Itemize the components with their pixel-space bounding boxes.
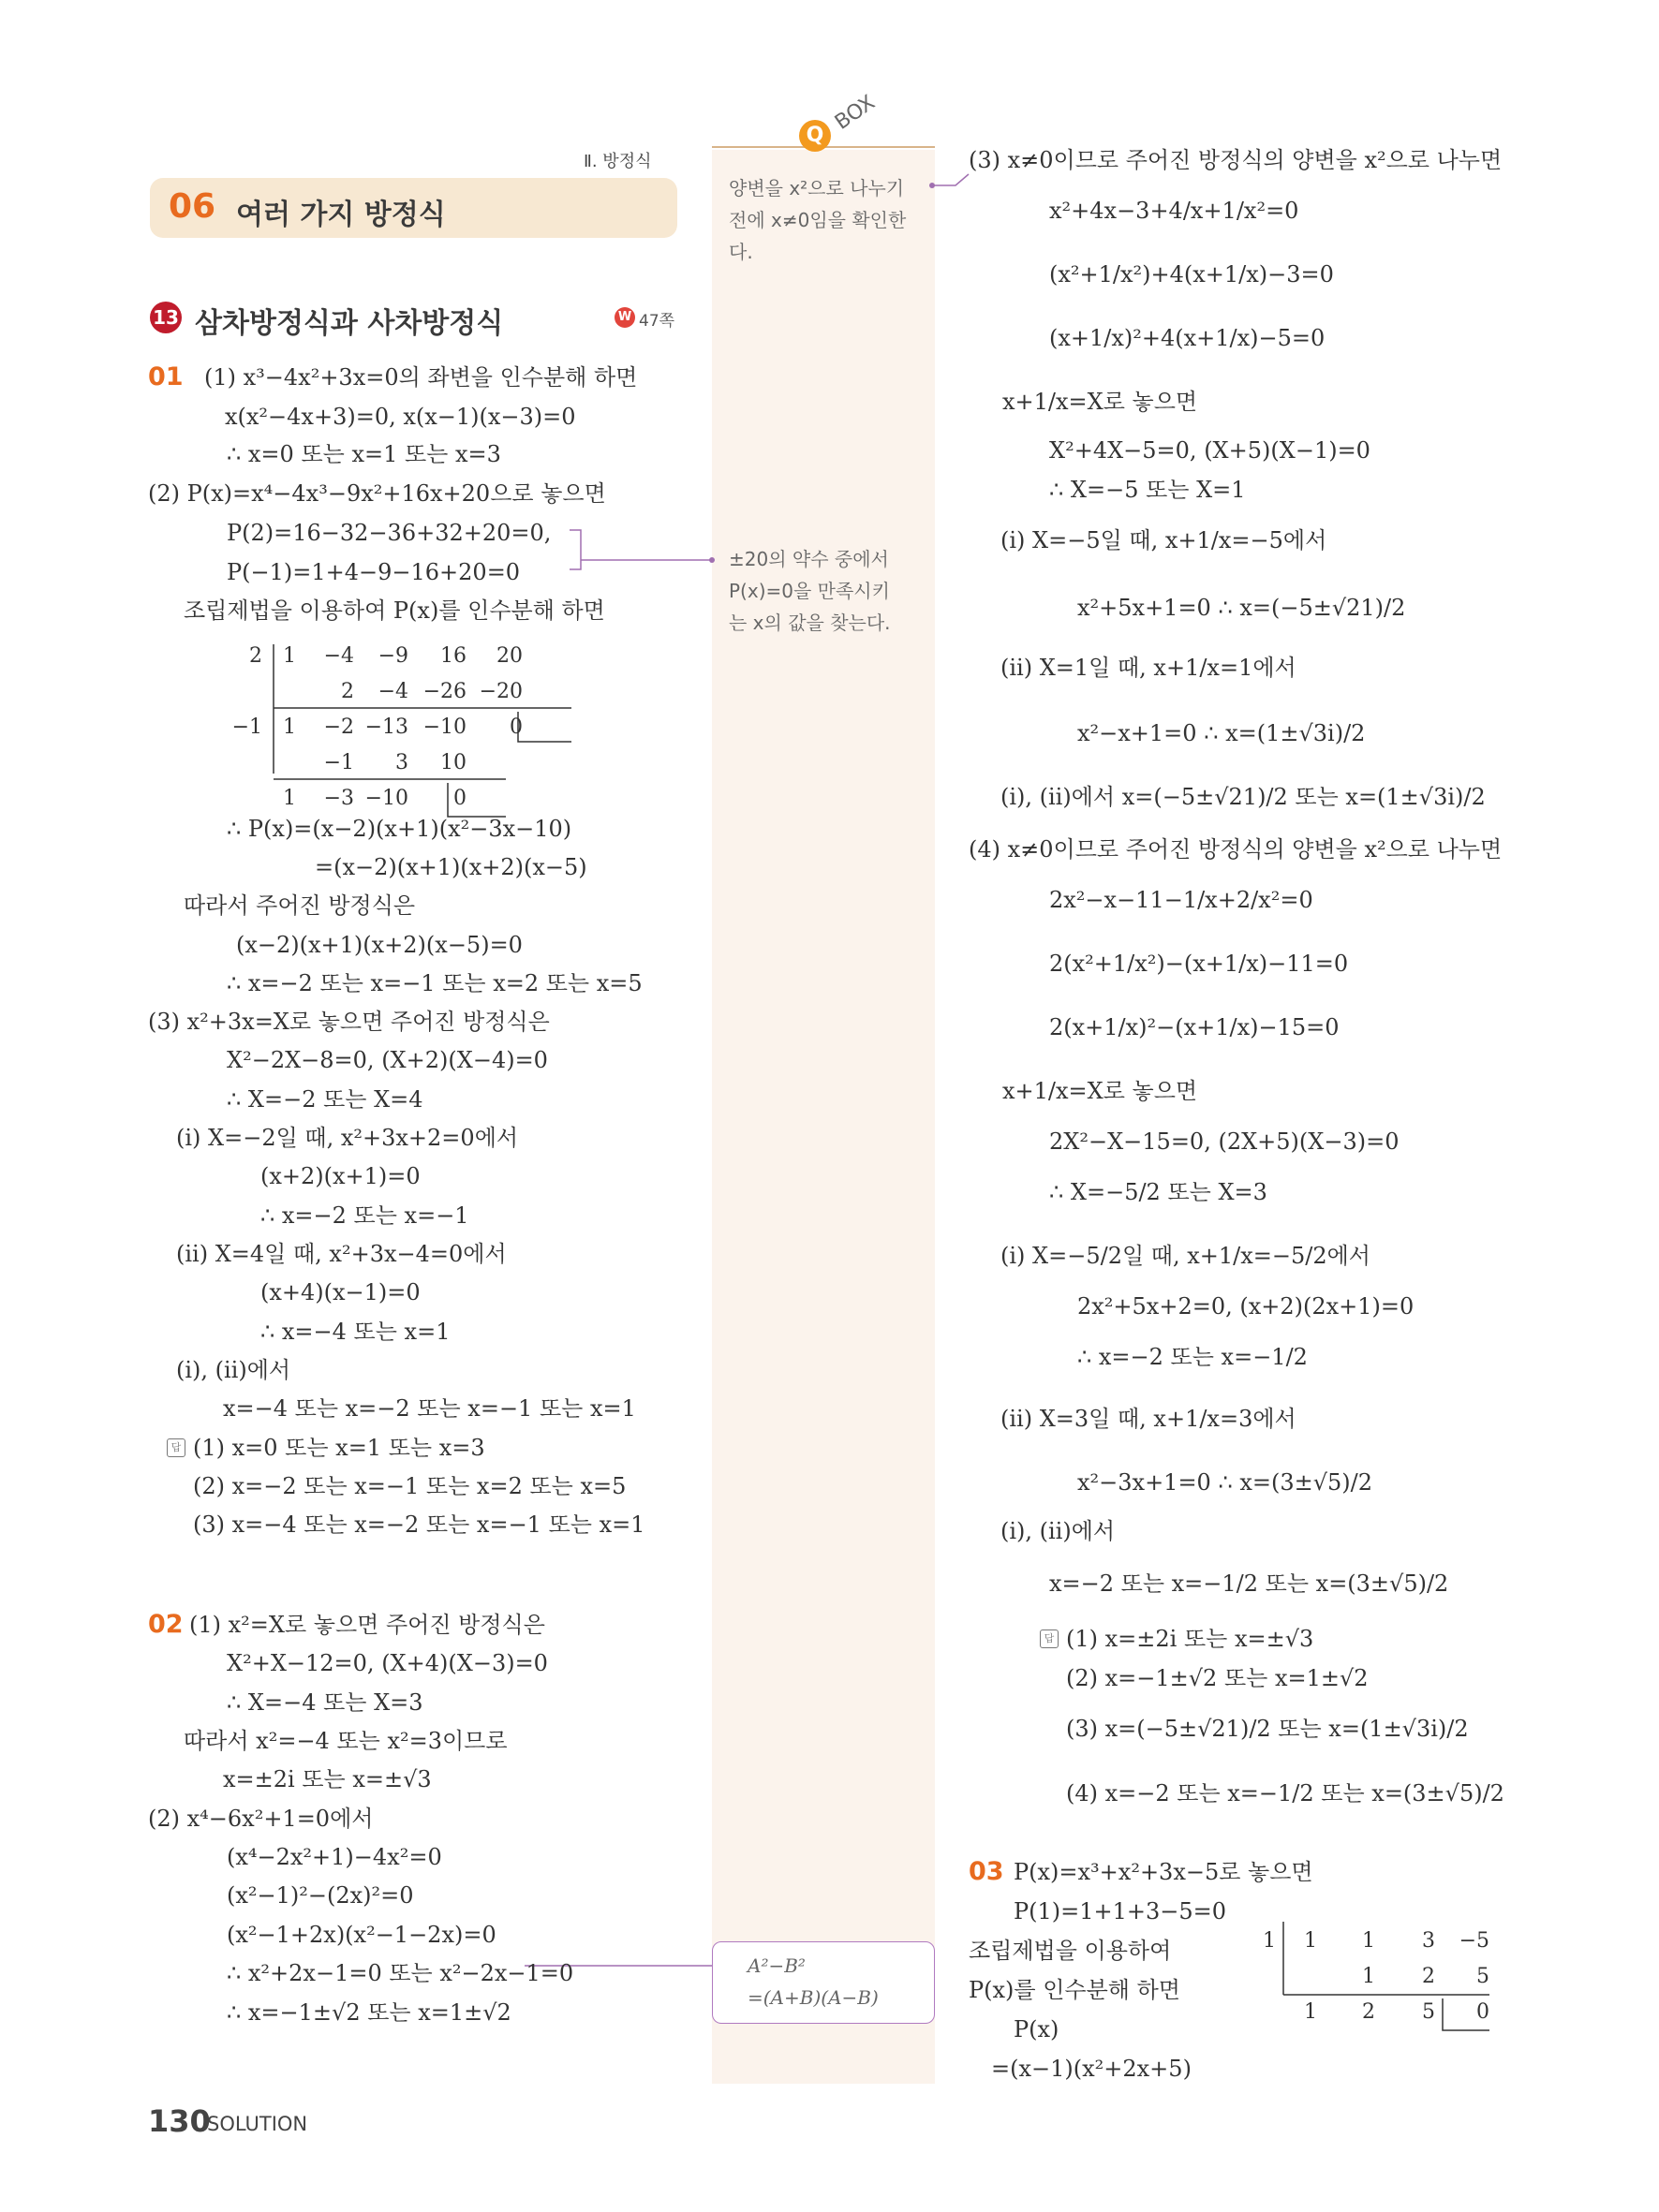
synthetic-divisor: 2 <box>249 644 262 668</box>
synthetic-cell: −13 <box>364 715 408 739</box>
solution-line: 조립제법을 이용하여 P(x)를 인수분해 하면 <box>184 597 605 624</box>
page-reference: 47쪽 <box>639 312 675 331</box>
synthetic-cell: 1 <box>1304 2000 1317 2024</box>
synthetic-cell: −20 <box>479 680 523 703</box>
qbox-note-line: P(x)=0을 만족시키 <box>729 580 890 602</box>
solution-line: ∴ P(x)=(x−2)(x+1)(x²−3x−10) <box>227 816 572 842</box>
solution-line: (4) x=−2 또는 x=−1/2 또는 x=(3±√5)/2 <box>1066 1780 1504 1806</box>
problem-number: 03 <box>969 1857 1004 1886</box>
synthetic-divisor: −1 <box>231 715 262 739</box>
synthetic-cell: 5 <box>1476 1965 1489 1988</box>
solution-line: ∴ X=−4 또는 X=3 <box>227 1689 423 1716</box>
solution-line: X²+X−12=0, (X+4)(X−3)=0 <box>227 1650 548 1676</box>
solution-line: (x+2)(x+1)=0 <box>260 1163 421 1189</box>
solution-line: X²−2X−8=0, (X+2)(X−4)=0 <box>227 1047 548 1073</box>
page-number: 130 <box>148 2103 211 2139</box>
solution-line: (2) x=−2 또는 x=−1 또는 x=2 또는 x=5 <box>193 1473 627 1499</box>
solution-line: =(x−2)(x+1)(x+2)(x−5) <box>315 854 587 880</box>
solution-line: (ⅱ) X=1일 때, x+1/x=1에서 <box>1000 655 1296 681</box>
solution-line: P(2)=16−32−36+32+20=0, <box>227 520 552 546</box>
synthetic-cell: 0 <box>1476 2000 1489 2024</box>
solution-line: (2) P(x)=x⁴−4x³−9x²+16x+20으로 놓으면 <box>148 480 606 507</box>
solution-line: (ⅰ) X=−2일 때, x²+3x+2=0에서 <box>176 1125 519 1151</box>
synthetic-cell: 5 <box>1422 2000 1435 2024</box>
solution-line: x+1/x=X로 놓으면 <box>1002 1078 1198 1104</box>
solution-line: P(x)=x³+x²+3x−5로 놓으면 <box>1014 1859 1313 1885</box>
solution-line: ∴ X=−5 또는 X=1 <box>1049 477 1246 503</box>
solution-line: x=−4 또는 x=−2 또는 x=−1 또는 x=1 <box>223 1395 636 1422</box>
solution-line: 2(x+1/x)²−(x+1/x)−15=0 <box>1049 1014 1340 1040</box>
solution-line: 2(x²+1/x²)−(x+1/x)−11=0 <box>1049 951 1349 977</box>
synthetic-cell: 1 <box>283 644 296 668</box>
solution-line: ∴ X=−2 또는 X=4 <box>227 1086 423 1113</box>
solution-line: x+1/x=X로 놓으면 <box>1002 389 1198 415</box>
solution-line: x²+5x+1=0 ∴ x=(−5±√21)/2 <box>1077 595 1406 621</box>
qbox-note-line: 전에 x≠0임을 확인한 <box>729 209 907 231</box>
solution-line: (3) x=−4 또는 x=−2 또는 x=−1 또는 x=1 <box>193 1512 645 1538</box>
solution-line: x²−x+1=0 ∴ x=(1±√3i)/2 <box>1077 720 1366 746</box>
synthetic-cell: 1 <box>283 787 296 810</box>
solution-line: ∴ x=−2 또는 x=−1 <box>260 1202 469 1229</box>
solution-line: 2x²+5x+2=0, (x+2)(2x+1)=0 <box>1077 1293 1415 1320</box>
solution-line: ∴ x=−4 또는 x=1 <box>260 1319 451 1345</box>
solution-line: (3) x²+3x=X로 놓으면 주어진 방정식은 <box>148 1009 550 1035</box>
solution-line: (1) x=0 또는 x=1 또는 x=3 <box>193 1435 485 1461</box>
synthetic-cell: −1 <box>323 751 354 774</box>
synthetic-cell: 2 <box>1422 1965 1435 1988</box>
solution-line: ∴ x=−2 또는 x=−1 또는 x=2 또는 x=5 <box>227 970 643 996</box>
solution-line: (x⁴−2x²+1)−4x²=0 <box>227 1844 442 1870</box>
solution-line: (ⅰ), (ⅱ)에서 x=(−5±√21)/2 또는 x=(1±√3i)/2 <box>1000 784 1486 810</box>
synthetic-cell: 20 <box>496 644 523 668</box>
solution-line: (3) x=(−5±√21)/2 또는 x=(1±√3i)/2 <box>1066 1716 1469 1742</box>
solution-line: (1) x=±2i 또는 x=±√3 <box>1066 1626 1314 1652</box>
solution-line: x²+4x−3+4/x+1/x²=0 <box>1049 198 1299 224</box>
synthetic-cell: 1 <box>1362 1965 1375 1988</box>
solution-line: (x²−1+2x)(x²−1−2x)=0 <box>227 1922 496 1948</box>
solution-line: (ⅱ) X=3일 때, x+1/x=3에서 <box>1000 1406 1296 1432</box>
qbox-logo-icon: Q <box>799 120 831 152</box>
solution-line: (2) x⁴−6x²+1=0에서 <box>148 1806 374 1832</box>
synthetic-cell: 1 <box>1362 1929 1375 1953</box>
solution-line: x=±2i 또는 x=±√3 <box>223 1766 432 1792</box>
solution-line: ∴ x=0 또는 x=1 또는 x=3 <box>227 441 501 467</box>
solution-line: (x+4)(x−1)=0 <box>260 1279 421 1305</box>
synthetic-cell: 2 <box>341 680 354 703</box>
solution-line: 2x²−x−11−1/x+2/x²=0 <box>1049 887 1313 913</box>
answer-icon: 답 <box>167 1438 185 1457</box>
solution-line: (4) x≠0이므로 주어진 방정식의 양변을 x²으로 나누면 <box>969 836 1503 863</box>
synthetic-cell: −3 <box>323 787 354 810</box>
solution-line: (ⅰ), (ⅱ)에서 <box>176 1357 291 1383</box>
synthetic-cell: 2 <box>1362 2000 1375 2024</box>
synthetic-cell: −26 <box>422 680 467 703</box>
section-number-badge: 13 <box>150 302 182 333</box>
synthetic-cell: 16 <box>440 644 467 668</box>
solution-line: (x−2)(x+1)(x+2)(x−5)=0 <box>236 932 523 958</box>
synthetic-cell: −2 <box>323 715 354 739</box>
qbox-note-line: ±20의 약수 중에서 <box>729 548 889 570</box>
solution-line: P(−1)=1+4−9−16+20=0 <box>227 559 521 585</box>
qbox-note-line: 다. <box>729 241 753 263</box>
solution-line: (x²−1)²−(2x)²=0 <box>227 1882 414 1909</box>
synthetic-cell: 10 <box>440 751 467 774</box>
answer-icon: 답 <box>1040 1630 1059 1648</box>
synthetic-cell: −10 <box>364 787 408 810</box>
workbook-icon: W <box>615 307 635 328</box>
solution-line: 조립제법을 이용하여 <box>969 1938 1172 1964</box>
solution-line: X²+4X−5=0, (X+5)(X−1)=0 <box>1049 437 1370 464</box>
solution-line: 2X²−X−15=0, (2X+5)(X−3)=0 <box>1049 1128 1400 1155</box>
qbox-note-line: A²−B² <box>748 1954 806 1977</box>
solution-line: 따라서 주어진 방정식은 <box>184 892 416 919</box>
solution-line: (3) x≠0이므로 주어진 방정식의 양변을 x²으로 나누면 <box>969 147 1503 173</box>
solution-line: x²−3x+1=0 ∴ x=(3±√5)/2 <box>1077 1469 1373 1496</box>
solution-line: P(x) <box>1014 2016 1059 2042</box>
footer-label: SOLUTION <box>207 2113 308 2135</box>
synthetic-cell: 1 <box>283 715 296 739</box>
solution-line: ∴ x²+2x−1=0 또는 x²−2x−1=0 <box>227 1960 574 1986</box>
solution-line: x=−2 또는 x=−1/2 또는 x=(3±√5)/2 <box>1049 1571 1449 1597</box>
synthetic-cell: −4 <box>378 680 408 703</box>
solution-line: =(x−1)(x²+2x+5) <box>991 2056 1192 2082</box>
chapter-label: Ⅱ. 방정식 <box>584 152 652 171</box>
synthetic-cell: −9 <box>378 644 408 668</box>
solution-line: ∴ x=−2 또는 x=−1/2 <box>1077 1344 1308 1370</box>
solution-line: (1) x³−4x²+3x=0의 좌변을 인수분해 하면 <box>204 364 638 391</box>
solution-line: ∴ X=−5/2 또는 X=3 <box>1049 1179 1267 1205</box>
synthetic-cell: −4 <box>323 644 354 668</box>
solution-line: P(1)=1+1+3−5=0 <box>1014 1898 1227 1924</box>
solution-line: (ⅰ) X=−5/2일 때, x+1/x=−5/2에서 <box>1000 1243 1370 1269</box>
synthetic-cell: 0 <box>453 787 467 810</box>
solution-line: (ⅱ) X=4일 때, x²+3x−4=0에서 <box>176 1241 507 1267</box>
solution-line: ∴ x=−1±√2 또는 x=1±√2 <box>227 1999 511 2026</box>
synthetic-cell: −10 <box>422 715 467 739</box>
solution-line: (x+1/x)²+4(x+1/x)−5=0 <box>1049 325 1326 351</box>
section-title: 삼차방정식과 사차방정식 <box>195 307 504 340</box>
qbox-note-line: 양변을 x²으로 나누기 <box>729 177 905 199</box>
solution-line: (x²+1/x²)+4(x+1/x)−3=0 <box>1049 261 1334 288</box>
solution-line: (1) x²=X로 놓으면 주어진 방정식은 <box>189 1612 545 1638</box>
synthetic-divisor: 1 <box>1263 1929 1276 1953</box>
unit-title: 여러 가지 방정식 <box>236 199 446 231</box>
qbox-note-line: =(A+B)(A−B) <box>748 1986 879 2009</box>
solution-line: x(x²−4x+3)=0, x(x−1)(x−3)=0 <box>225 404 576 430</box>
solution-line: (ⅰ) X=−5일 때, x+1/x=−5에서 <box>1000 527 1327 553</box>
synthetic-cell: −5 <box>1459 1929 1489 1953</box>
qbox-label: BOX <box>830 91 880 135</box>
synthetic-cell: 3 <box>1422 1929 1435 1953</box>
qbox-note-line: 는 x의 값을 찾는다. <box>729 612 891 634</box>
synthetic-cell: 3 <box>395 751 408 774</box>
solution-line: (ⅰ), (ⅱ)에서 <box>1000 1518 1116 1544</box>
solution-line: (2) x=−1±√2 또는 x=1±√2 <box>1066 1665 1369 1691</box>
problem-number: 01 <box>148 362 184 391</box>
synthetic-cell: 0 <box>510 715 523 739</box>
solution-line: P(x)를 인수분해 하면 <box>969 1977 1180 2003</box>
unit-number: 06 <box>169 187 216 226</box>
synthetic-cell: 1 <box>1304 1929 1317 1953</box>
solution-line: 따라서 x²=−4 또는 x²=3이므로 <box>184 1728 508 1754</box>
problem-number: 02 <box>148 1610 184 1639</box>
